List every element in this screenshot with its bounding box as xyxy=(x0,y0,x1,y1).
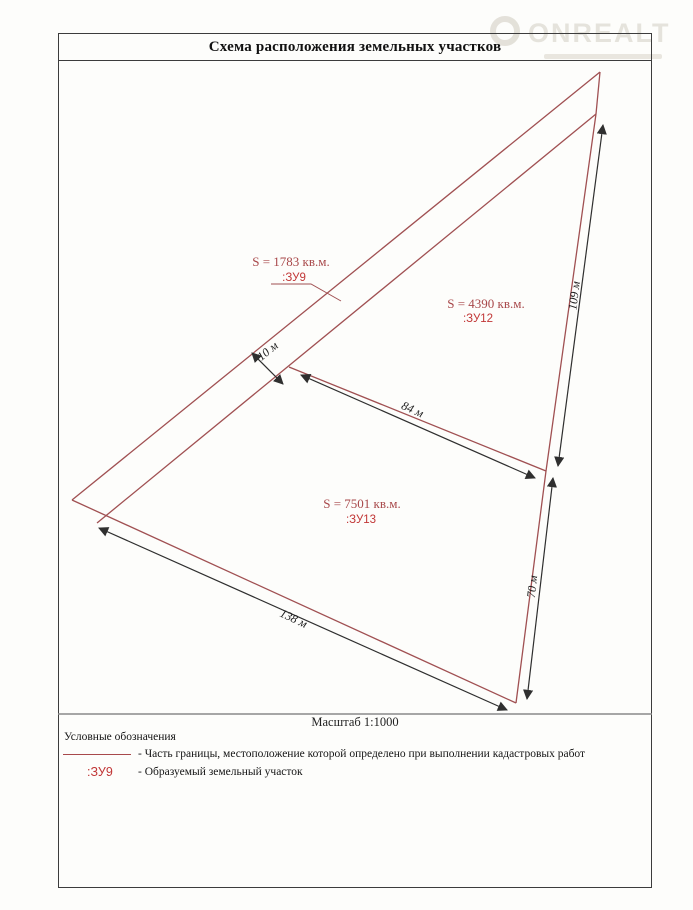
measure-label-84m: 84 м xyxy=(399,398,426,421)
boundary-right-edge xyxy=(516,114,596,703)
boundary-lines xyxy=(72,72,600,703)
boundary-bottom-edge xyxy=(72,500,516,703)
watermark-brand: ONREALT xyxy=(528,18,671,48)
boundary-top-diagonal xyxy=(72,72,600,500)
legend-plot-text: - Образуемый земельный участок xyxy=(138,766,303,778)
legend xyxy=(58,731,652,783)
zu9-leader-line xyxy=(271,284,341,301)
measure-label-10m: 10 м xyxy=(254,338,281,364)
legend-plot-id-sample: :ЗУ9 xyxy=(87,765,113,779)
legend-row-plot xyxy=(58,765,652,779)
boundary-apex-cap xyxy=(596,72,600,114)
plot-zu13-id-label: :ЗУ13 xyxy=(345,514,377,526)
plot-zu9-area-label: S = 1783 кв.м. xyxy=(252,254,330,269)
legend-boundary-text: - Часть границы, местоположение которой определено при выполнении кадастровых работ xyxy=(138,748,586,760)
plot-zu12-id-label: :ЗУ12 xyxy=(462,313,494,325)
page-title: Схема расположения земельных участков xyxy=(208,38,502,55)
boundary-lower-diagonal xyxy=(97,114,596,523)
scale-label: Масштаб 1:1000 xyxy=(311,715,399,729)
measure-label-109m: 109 м xyxy=(565,280,583,311)
legend-title: Условные обозначения xyxy=(64,731,176,743)
measure-line-84m xyxy=(301,375,535,478)
legend-row-boundary xyxy=(58,747,652,761)
plot-zu13-area-label: S = 7501 кв.м. xyxy=(323,496,401,511)
legend-plot-symbol xyxy=(58,765,138,779)
measure-label-138m: 138 м xyxy=(277,605,310,631)
plot-zu12-area-label: S = 4390 кв.м. xyxy=(447,296,525,311)
red-line-icon xyxy=(63,754,131,755)
legend-boundary-line-sample xyxy=(58,754,138,755)
plot-zu9-id-label: :ЗУ9 xyxy=(282,272,306,284)
measure-label-70m: 70 м xyxy=(523,574,541,599)
